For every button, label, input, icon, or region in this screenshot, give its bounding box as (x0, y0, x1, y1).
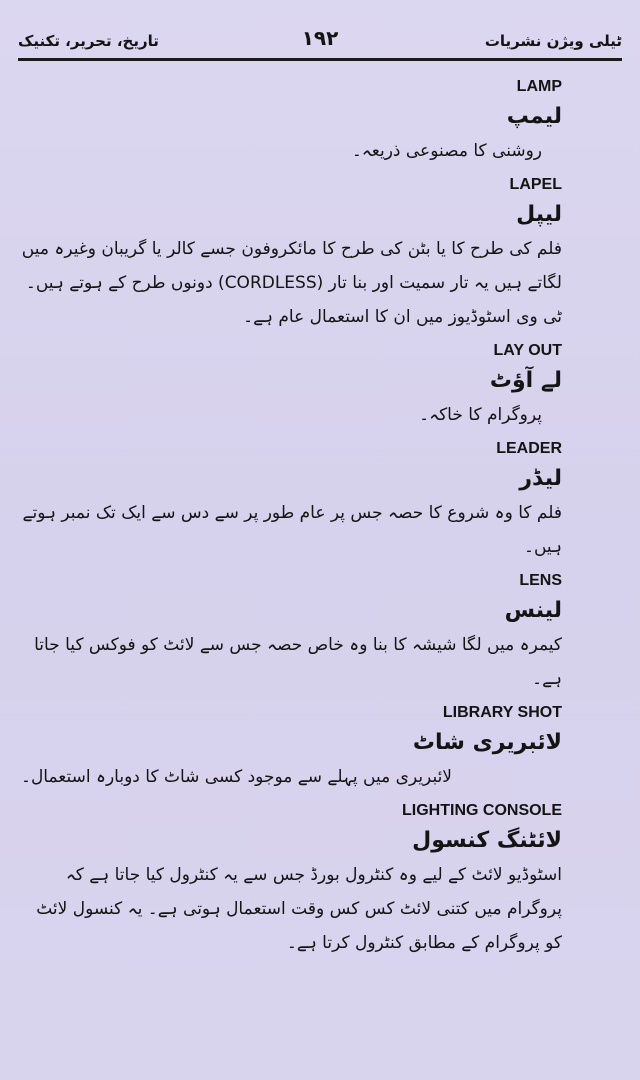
glossary-entry (18, 176, 562, 334)
term-english: LENS (519, 572, 562, 589)
term-definition: کیمرہ میں لگا شیشہ کا بنا وہ خاص حصہ جس سے لائٹ کو فوکس کیا جاتا ہے۔ (34, 635, 562, 689)
term-urdu: لیپل (516, 202, 562, 227)
glossary-entry (18, 440, 562, 564)
term-english: LEADER (496, 440, 562, 457)
term-definition: لائبریری میں پہلے سے موجود کسی شاٹ کا دوبارہ استعمال۔ (20, 767, 452, 787)
term-english: LAMP (516, 78, 562, 95)
term-english: LIGHTING CONSOLE (402, 802, 562, 819)
glossary-entry (18, 78, 562, 168)
term-definition: فلم کا وہ شروع کا حصہ جس پر عام طور پر سے دس سے ایک تک نمبر ہوتے ہیں۔ (22, 503, 562, 557)
term-english: LAPEL (509, 176, 562, 193)
glossary-content (18, 72, 562, 968)
glossary-entry (18, 342, 562, 432)
glossary-entry (18, 704, 562, 794)
term-definition: اسٹوڈیو لائٹ کے لیے وہ کنٹرول بورڈ جس سے یہ کنٹرول کیا جاتا ہے کہ پروگرام میں کتنی لائٹ کس کس وقت استعمال ہوتی ہے۔ یہ کنسول لائٹ کو پروگرام کے مطابق کنٹرول کرتا ہے۔ (36, 865, 562, 953)
term-definition: روشنی کا مصنوعی ذریعہ۔ (351, 141, 542, 161)
header-subtitle: تاریخ، تحریر، تکنیک (18, 32, 159, 50)
term-definition: فلم کی طرح کا یا بٹن کی طرح کا مائکروفون جسے کالر یا گریبان وغیرہ میں لگاتے ہیں یہ تار سمیت اور بنا تار (CORDLESS) دونوں طرح کے ہوتے ہیں۔ ٹی وی اسٹوڈیوز میں ان کا استعمال عام ہے۔ (21, 239, 562, 327)
page-number: ۱۹۲ (301, 26, 339, 50)
term-english: LIBRARY SHOT (442, 704, 562, 721)
term-urdu: لائبریری شاٹ (412, 730, 562, 755)
running-header (18, 24, 622, 58)
term-urdu: لیڈر (519, 466, 562, 491)
header-book-title: ٹیلی ویژن نشریات (484, 32, 622, 50)
term-english: LAY OUT (493, 342, 562, 359)
glossary-entry (18, 802, 562, 960)
term-definition: پروگرام کا خاکہ۔ (419, 405, 542, 425)
term-urdu: لائٹنگ کنسول (412, 828, 562, 853)
header-rule (18, 58, 622, 61)
term-urdu: لے آؤٹ (489, 368, 562, 393)
term-urdu: لینس (504, 598, 562, 623)
glossary-entry (18, 572, 562, 696)
term-urdu: لیمپ (506, 104, 562, 129)
